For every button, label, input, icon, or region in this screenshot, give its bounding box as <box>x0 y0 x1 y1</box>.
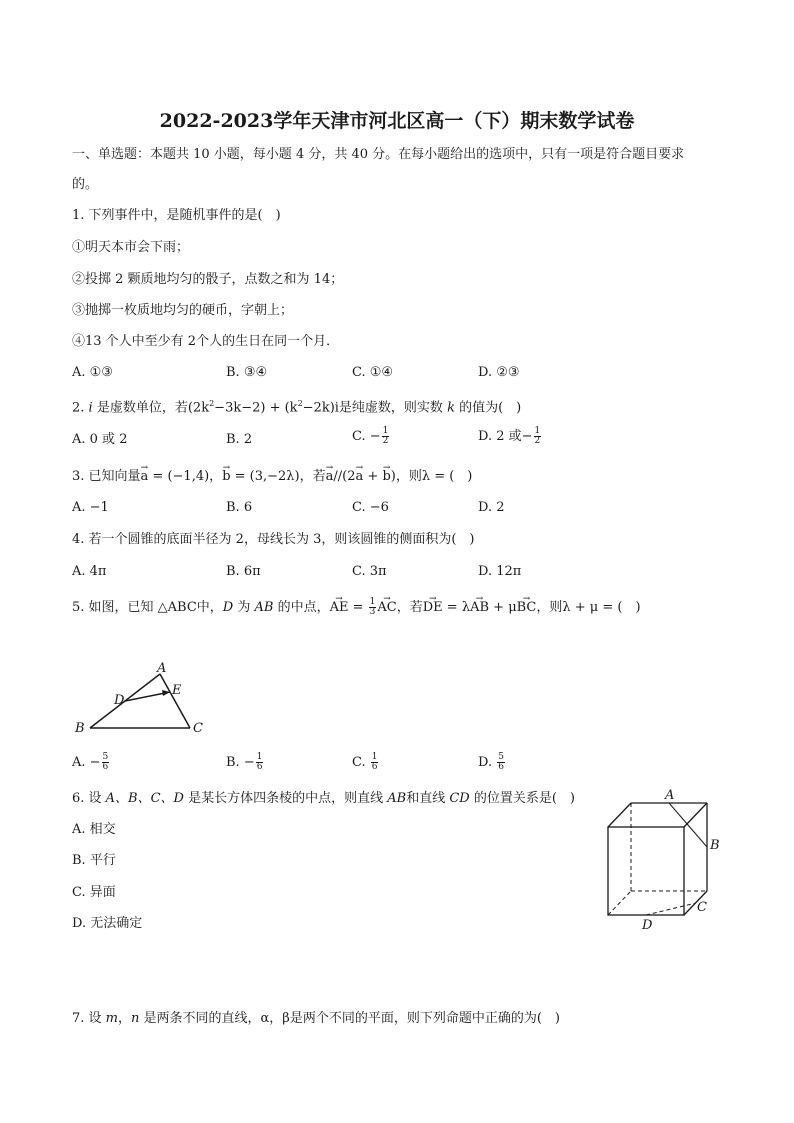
q2-option-c: C. − $\frac{1}{2}$ <box>352 426 389 446</box>
fraction-half: $\frac{1}{2}$ <box>382 426 389 446</box>
q6-option-b: B. 平行 <box>72 853 116 868</box>
hidden-diagonal <box>608 891 631 915</box>
q1-item-3: ③抛掷一枚质地均匀的硬币，字朝上； <box>72 303 294 318</box>
q5-option-d: D. $\frac{5}{6}$ <box>478 752 504 772</box>
q4-option-d: D. 12π <box>478 564 522 579</box>
q3-stem: 3. 已知向量→ a = (−1,4)，→ b = (3,−2λ)，若→ a//(2→ a + → b)，则λ = ( ) <box>72 468 472 486</box>
q1-stem: 1. 下列事件中，是随机事件的是( ) <box>72 208 281 223</box>
q4-option-b: B. 6π <box>226 564 261 579</box>
q5-stem: 5. 如图，已知 △ABC中，D 为 AB 的中点，→ AE = $\frac{1}{3}$ → AC，若→ DE = λ→ AB + μ→ BC，则λ + μ = ( ) <box>72 598 641 617</box>
q3-option-b: B. 6 <box>226 500 253 515</box>
q2-option-a: A. 0 或 2 <box>72 432 128 447</box>
q1-item-4: ④13 个人中至少有 2个人的生日在同一个月． <box>72 334 340 349</box>
fraction-half: $\frac{1}{2}$ <box>534 426 541 446</box>
q1-option-d: D. ②③ <box>478 365 520 380</box>
label-a: A <box>665 788 675 803</box>
q1-option-c: C. ①④ <box>352 365 394 380</box>
fraction-third: $\frac{1}{3}$ <box>369 597 376 617</box>
label-b: B <box>75 721 85 736</box>
front-face <box>608 827 684 915</box>
q4-option-a: A. 4π <box>72 564 107 579</box>
q7-stem: 7. 设 m，n 是两条不同的直线，α，β是两个不同的平面，则下列命题中正确的为( ) <box>72 1011 560 1026</box>
q2-stem: 2. i 是虚数单位，若$(2k^2-3k-2) + (k^2-2k)i$是纯虚数，则实数 k 的值为( ) <box>72 399 522 416</box>
label-e: E <box>172 683 182 698</box>
q3-option-a: A. −1 <box>72 500 109 515</box>
exam-title: 2022-2023学年天津市河北区高一（下）期末数学试卷 <box>159 110 635 132</box>
label-c: C <box>193 721 203 736</box>
q1-item-1: ①明天本市会下雨； <box>72 240 190 255</box>
label-b: B <box>710 838 720 853</box>
q5-option-b: B. − $\frac{1}{6}$ <box>226 752 263 772</box>
label-d: D <box>642 918 653 933</box>
q2-option-b: B. 2 <box>226 432 253 447</box>
q4-option-c: C. 3π <box>352 564 387 579</box>
cuboid-figure <box>598 785 738 935</box>
edge-tl <box>608 803 631 827</box>
label-a: A <box>157 661 167 676</box>
line-cd <box>646 903 696 915</box>
edge-tr <box>684 803 707 827</box>
q3-option-c: C. −6 <box>352 500 389 515</box>
section-header-line2: 的。 <box>72 177 99 192</box>
q1-item-2: ②投掷 2 颗质地均匀的骰子，点数之和为 14； <box>72 272 344 287</box>
q2-option-d: D. 2 或− $\frac{1}{2}$ <box>478 426 541 446</box>
triangle-figure <box>70 660 220 740</box>
label-d: D <box>114 693 125 708</box>
q6-option-c: C. 异面 <box>72 885 116 900</box>
q1-option-b: B. ③④ <box>226 365 268 380</box>
label-c: C <box>697 900 707 915</box>
q5-option-a: A. − $\frac{5}{6}$ <box>72 752 109 772</box>
q6-option-a: A. 相交 <box>72 822 116 837</box>
q3-option-d: D. 2 <box>478 500 505 515</box>
section-header-line1: 一、单选题：本题共 10 小题，每小题 4 分，共 40 分。在每小题给出的选项中，只有一项是符合题目要求 <box>72 147 685 162</box>
q1-option-a: A. ①③ <box>72 365 113 380</box>
q6-option-d: D. 无法确定 <box>72 916 143 931</box>
q6-stem: 6. 设 A、B、C、D 是某长方体四条棱的中点，则直线 AB和直线 CD 的位置关系是( ) <box>72 791 575 806</box>
q5-option-c: C. $\frac{1}{6}$ <box>352 752 378 772</box>
q4-stem: 4. 若一个圆锥的底面半径为 2，母线长为 3，则该圆锥的侧面积为( ) <box>72 532 475 547</box>
